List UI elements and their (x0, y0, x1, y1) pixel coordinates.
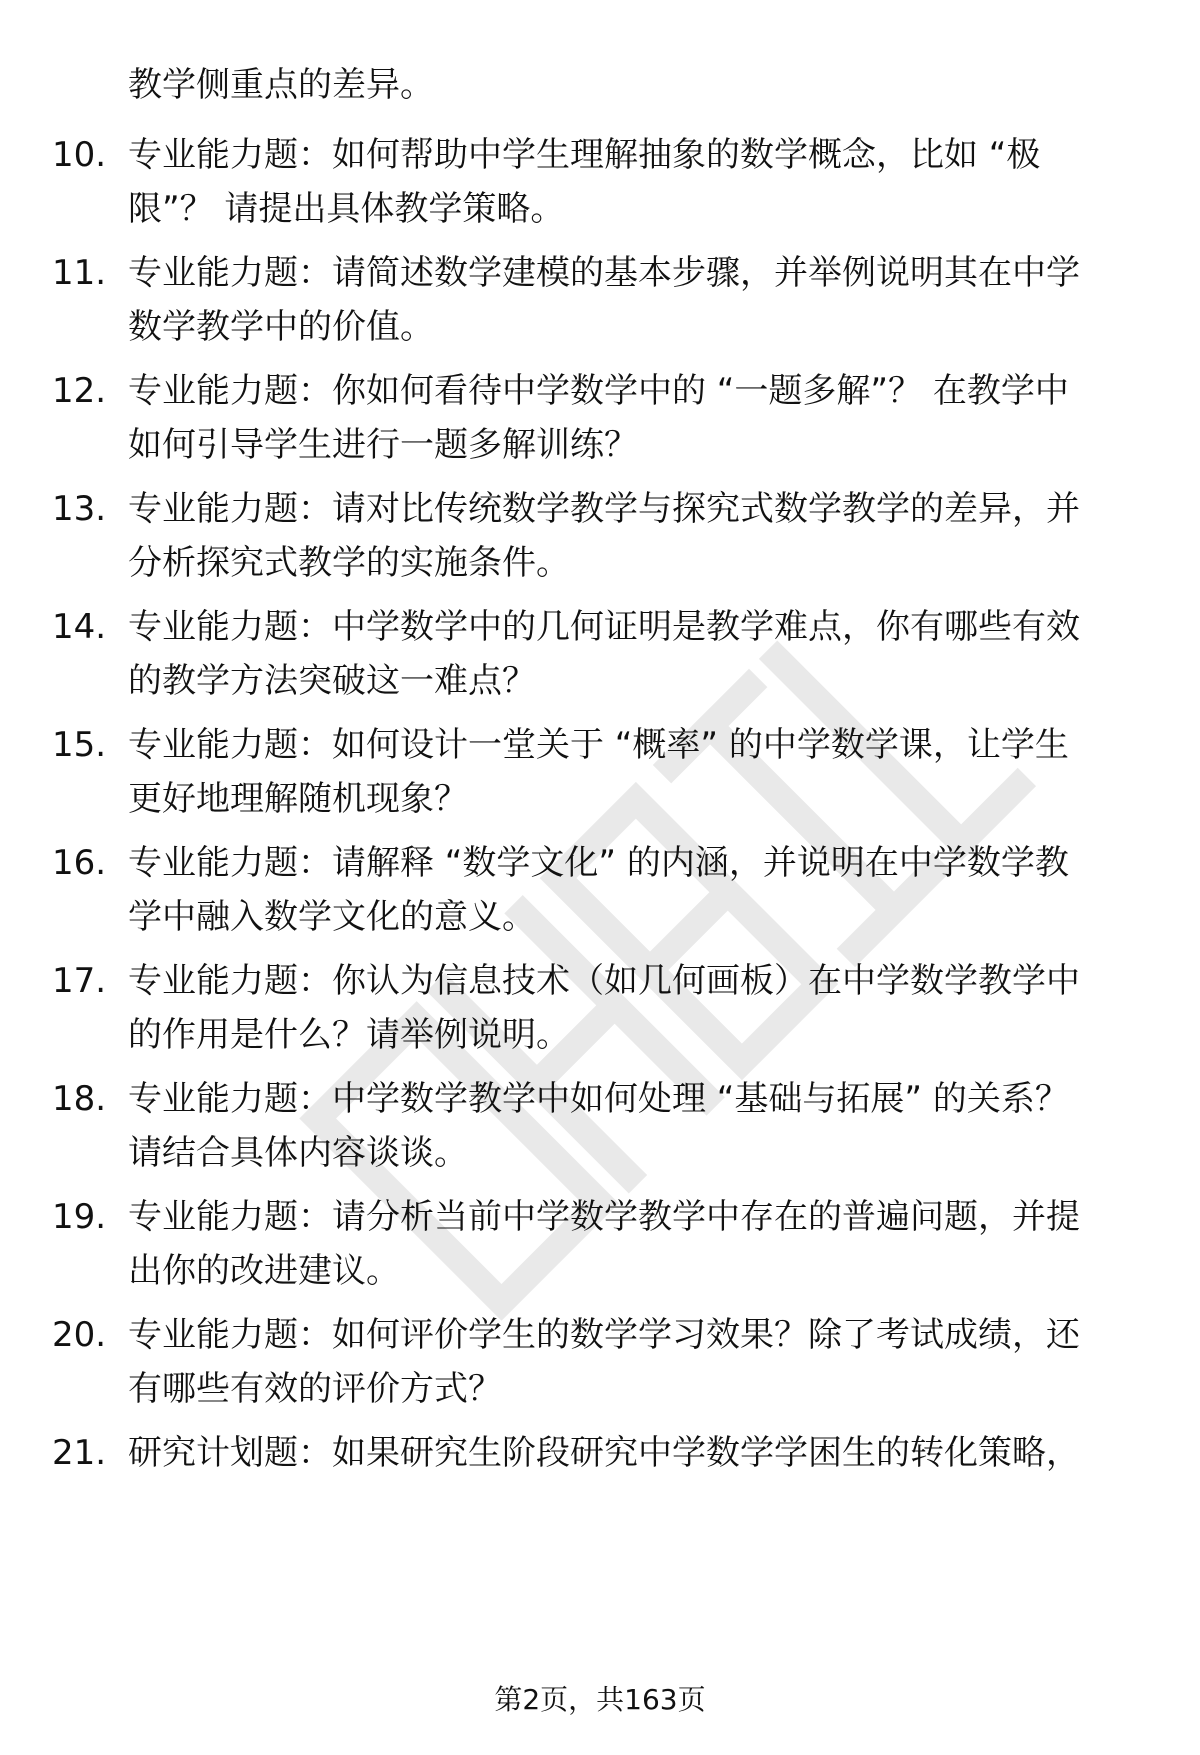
item-number: 10. (52, 135, 107, 175)
item-line: 更好地理解随机现象？ (128, 779, 468, 819)
item-number: 19. (52, 1197, 107, 1237)
item-line: 专业能力题：中学数学教学中如何处理 “基础与拓展” 的关系？ (128, 1079, 1069, 1119)
item-line: 如何引导学生进行一题多解训练？ (128, 425, 638, 465)
item-line: 研究计划题：如果研究生阶段研究中学数学学困生的转化策略， (128, 1433, 1080, 1473)
item-line: 有哪些有效的评价方式？ (128, 1369, 502, 1409)
item-line: 专业能力题：你如何看待中学数学中的 “一题多解”？ 在教学中 (128, 371, 1069, 411)
item-number: 18. (52, 1079, 107, 1119)
item-text (128, 482, 1138, 590)
item-text (128, 1190, 1138, 1298)
item-text (128, 600, 1138, 708)
item-text (128, 1426, 1138, 1480)
item-line: 专业能力题：如何帮助中学生理解抽象的数学概念，比如 “极 (128, 135, 1041, 175)
item-line: 专业能力题：请分析当前中学数学教学中存在的普遍问题，并提 (128, 1197, 1080, 1237)
item-line: 请结合具体内容谈谈。 (128, 1133, 468, 1173)
continued-text: 教学侧重点的差异。 (128, 65, 434, 105)
item-text (128, 954, 1138, 1062)
item-number: 14. (52, 607, 107, 647)
item-line: 数学教学中的价值。 (128, 307, 434, 347)
item-line: 专业能力题：请简述数学建模的基本步骤，并举例说明其在中学 (128, 253, 1080, 293)
item-line: 专业能力题：如何设计一堂关于 “概率” 的中学数学课，让学生 (128, 725, 1069, 765)
item-line: 的作用是什么？请举例说明。 (128, 1015, 570, 1055)
item-line: 学中融入数学文化的意义。 (128, 897, 536, 937)
item-text (128, 246, 1138, 354)
item-text (128, 364, 1138, 472)
item-number: 16. (52, 843, 107, 883)
item-line: 专业能力题：请解释 “数学文化” 的内涵，并说明在中学数学教 (128, 843, 1069, 883)
item-text (128, 1072, 1138, 1180)
item-number: 20. (52, 1315, 107, 1355)
item-number: 13. (52, 489, 107, 529)
item-text (128, 1308, 1138, 1416)
item-number: 12. (52, 371, 107, 411)
item-line: 限”？ 请提出具体教学策略。 (128, 189, 565, 229)
item-text (128, 128, 1138, 236)
item-line: 分析探究式教学的实施条件。 (128, 543, 570, 583)
item-line: 专业能力题：请对比传统数学教学与探究式数学教学的差异，并 (128, 489, 1080, 529)
item-line: 专业能力题：你认为信息技术（如几何画板）在中学数学教学中 (128, 961, 1080, 1001)
item-line: 的教学方法突破这一难点？ (128, 661, 536, 701)
page-number: 第2页，共163页 (494, 1683, 706, 1716)
item-line: 专业能力题：中学数学中的几何证明是教学难点，你有哪些有效 (128, 607, 1080, 647)
item-number: 15. (52, 725, 107, 765)
item-number: 21. (52, 1433, 107, 1473)
item-line: 出你的改进建议。 (128, 1251, 400, 1291)
item-text (128, 836, 1138, 944)
item-number: 17. (52, 961, 107, 1001)
item-line: 专业能力题：如何评价学生的数学学习效果？除了考试成绩，还 (128, 1315, 1080, 1355)
item-number: 11. (52, 253, 107, 293)
item-text (128, 718, 1138, 826)
